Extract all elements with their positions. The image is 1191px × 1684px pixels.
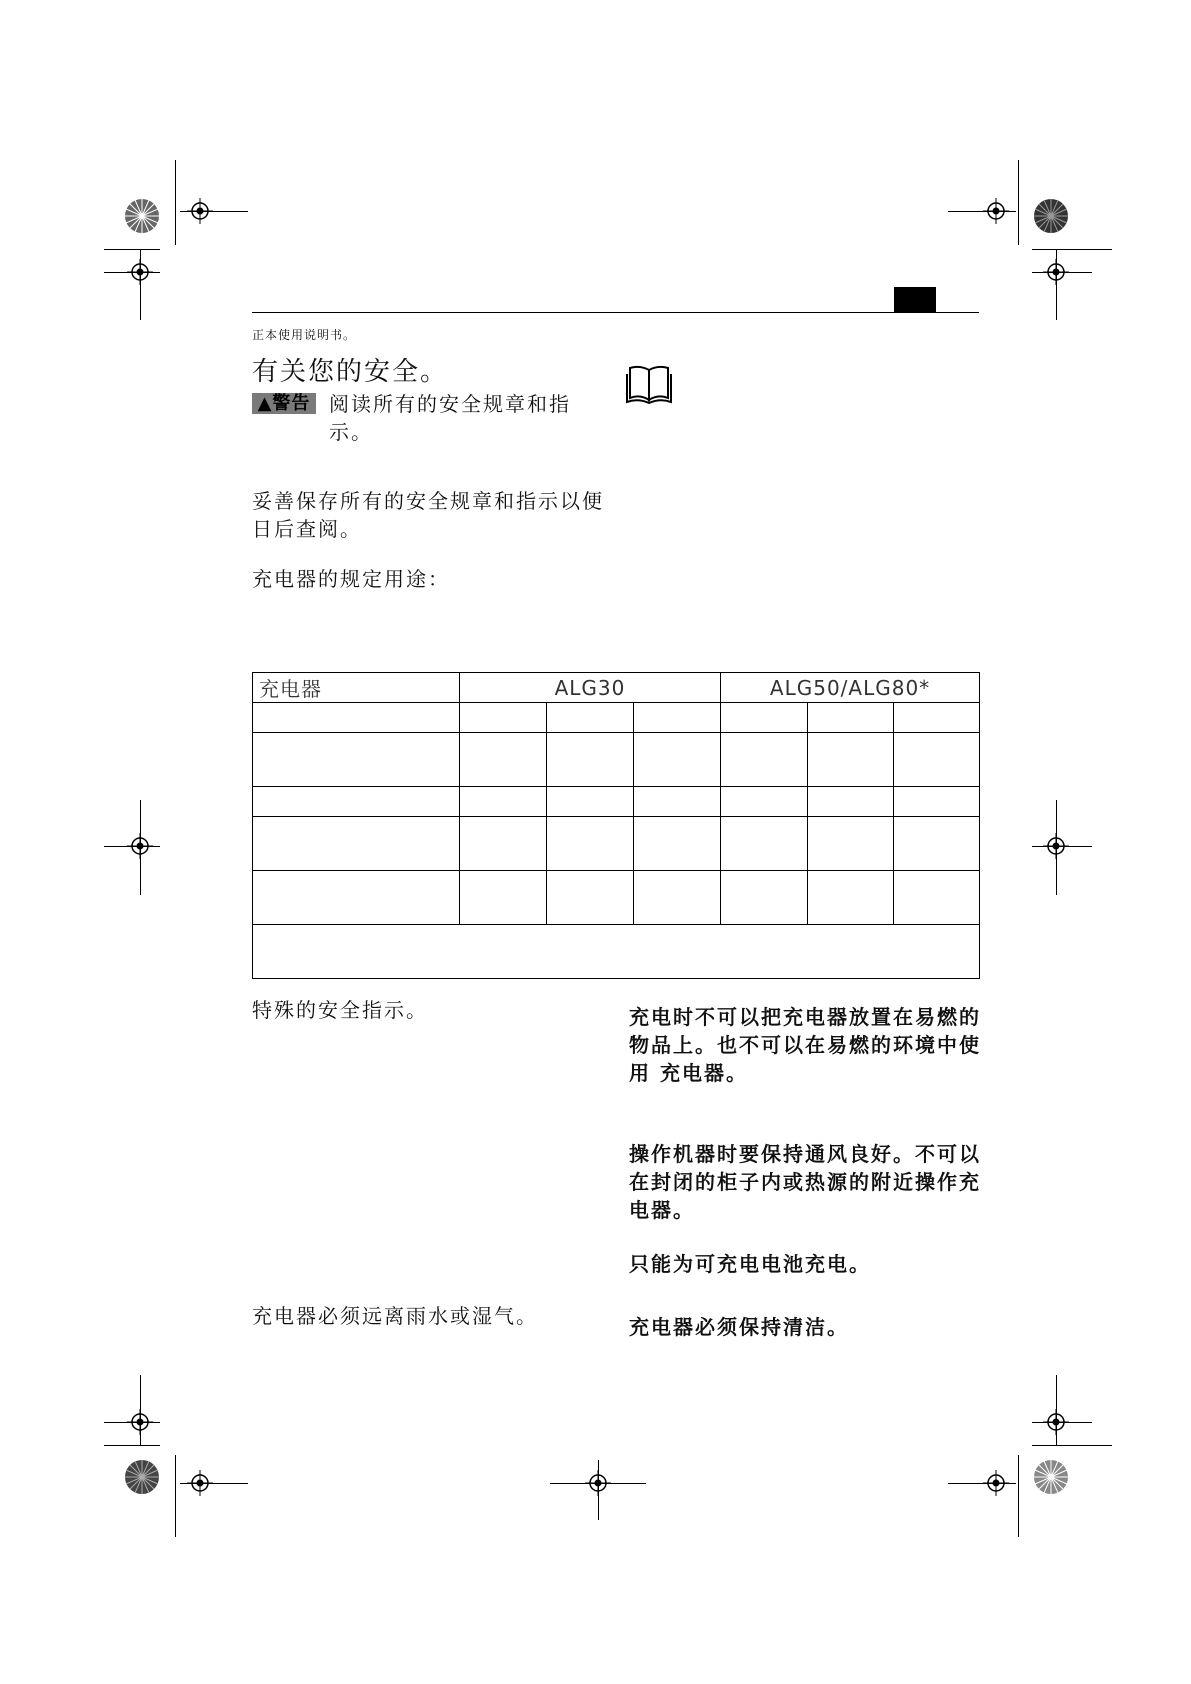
charger-spec-table [252,672,980,979]
registration-target-icon [983,1470,1009,1496]
open-book-icon [626,364,672,404]
color-wheel-icon [124,1459,160,1495]
rain-warning-text: 充电器必须远离雨水或湿气。 [252,1304,538,1328]
safety-heading: 有关您的安全。 [252,357,449,387]
language-tab-marker [894,287,936,312]
registration-target-icon [127,1409,153,1435]
registration-target-icon [127,259,153,285]
ventilation-warning-text: 操作机器时要保持通风良好。不可以在封闭的柜子内或热源的附近操作充电器。 [629,1142,981,1222]
table-row [253,817,980,871]
registration-target-icon [1043,259,1069,285]
registration-target-icon [187,198,213,224]
color-wheel-icon [124,198,160,234]
keep-instructions-text: 妥善保存所有的安全规章和指示以便日后查阅。 [252,489,604,541]
header-rule [252,312,979,313]
registration-target-icon [1043,833,1069,859]
warning-badge-label: 警告 [272,393,311,414]
table-row [253,871,980,925]
table-row [253,787,980,817]
original-manual-note: 正本使用说明书。 [252,328,357,342]
special-safety-heading: 特殊的安全指示。 [252,998,428,1022]
registration-target-icon [585,1470,611,1496]
registration-target-icon [187,1470,213,1496]
table-header-model-a: ALG30 [460,673,721,703]
table-row [253,733,980,787]
table-footnote-row [253,925,980,979]
rechargeable-only-text: 只能为可充电电池充电。 [629,1252,871,1276]
registration-target-icon [1043,1409,1069,1435]
flammable-warning-text: 充电时不可以把充电器放置在易燃的物品上。也不可以在易燃的环境中使用 充电器。 [629,1005,981,1085]
keep-clean-text: 充电器必须保持清洁。 [629,1315,849,1339]
color-wheel-icon [1033,198,1069,234]
registration-target-icon [127,833,153,859]
warning-triangle-icon: ▲ [257,393,273,414]
warning-badge [252,393,316,414]
warning-text: 阅读所有的安全规章和指示。 [329,392,571,444]
table-row [253,703,980,733]
color-wheel-icon [1033,1459,1069,1495]
table-header-charger: 充电器 [253,673,460,703]
registration-target-icon [983,198,1009,224]
intended-use-heading: 充电器的规定用途： [252,567,450,591]
table-header-row [253,673,980,703]
table-header-model-b: ALG50/ALG80* [721,673,980,703]
